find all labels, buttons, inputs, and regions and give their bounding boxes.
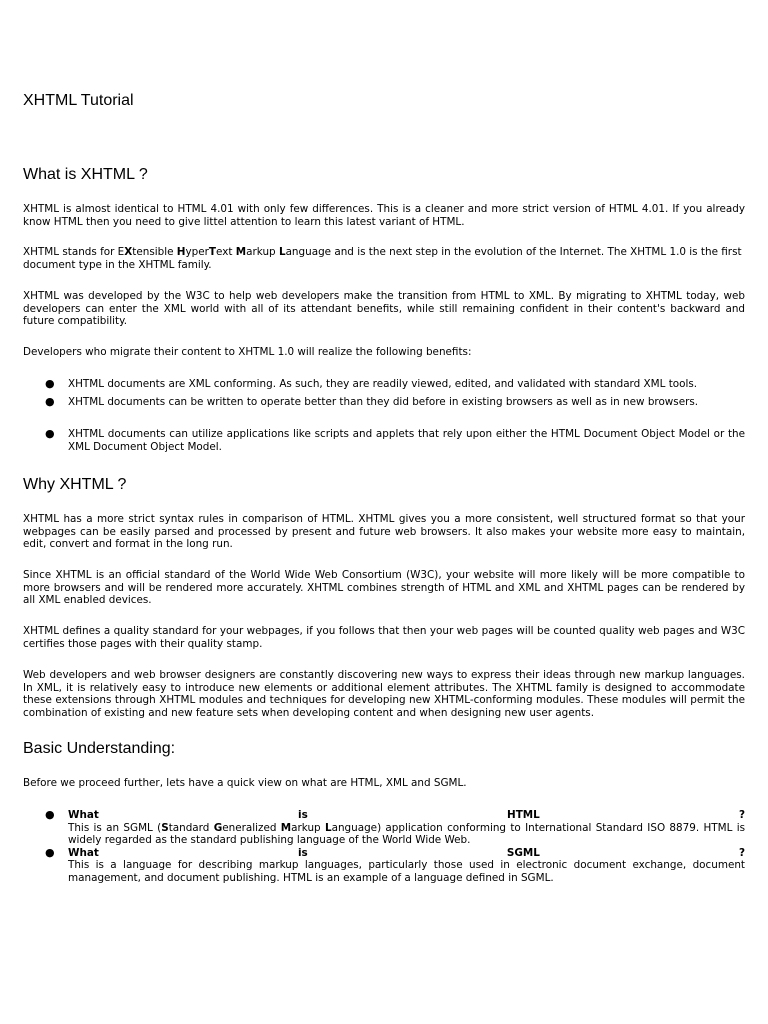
why-paragraph-4: Web developers and web browser designers are constantly discovering new ways to express their ideas through new markup languages. In XML, it is relatively easy to introduce new elements or additional element attributes. The XHTML family is designed to accommodate these extensions through XHTML modules and techniques for developing new XHTML-conforming modules. These modules will permit the combination of existing and new feature sets when developing content and when designing new user agents. <box>23 669 745 719</box>
heading-basic-understanding: Basic Understanding: <box>23 740 176 757</box>
definition-description: This is an SGML (Standard Generalized Markup Language) application conforming to International Standard ISO 8879. HTML is widely regarded as the standard publishing language of the World Wide Web. <box>68 821 746 847</box>
heading-what-is-xhtml: What is XHTML ? <box>23 166 148 183</box>
what-paragraph-3: XHTML was developed by the W3C to help web developers make the transition from HTML to XML. By migrating to XHTML today, web developers can enter the XML world with all of its attendant benefits, while still remaining confident in their content's backward and future compatibility. <box>23 290 745 328</box>
page-title: XHTML Tutorial <box>23 92 134 109</box>
bullet-icon: ● <box>45 394 55 408</box>
list-item: ● XHTML documents are XML conforming. As such, they are readily viewed, edited, and validated with standard XML tools. <box>45 377 698 390</box>
bullet-icon: ● <box>45 808 55 821</box>
bullet-icon: ● <box>45 377 55 390</box>
what-paragraph-2: XHTML stands for EXtensible HyperText Markup Language and is the next step in the evolution of the Internet. The XHTML 1.0 is the first document type in the XHTML family. <box>23 246 742 271</box>
what-paragraph-1: XHTML is almost identical to HTML 4.01 with only few differences. This is a cleaner and more strict version of HTML 4.01. If you already know HTML then you need to give littel attention to learn this latest variant of HTML. <box>23 203 745 228</box>
definition-description: This is a language for describing markup languages, particularly those used in electronic document exchange, document management, and document publishing. HTML is an example of a language defined in SGML. <box>68 859 745 884</box>
bullet-icon: ● <box>45 845 55 859</box>
what-paragraph-4: Developers who migrate their content to XHTML 1.0 will realize the following benefits: <box>23 346 472 358</box>
why-paragraph-1: XHTML has a more strict syntax rules in comparison of HTML. XHTML gives you a more consistent, well structured format so that your webpages can be easily parsed and processed by present and future web browsers. It also makes your website more easy to maintain, edit, convert and format in the long run. <box>23 513 745 551</box>
bullet-icon: ● <box>45 427 55 441</box>
definition-question: What is HTML ? <box>68 809 745 821</box>
basic-paragraph-1: Before we proceed further, lets have a quick view on what are HTML, XML and SGML. <box>23 777 467 789</box>
list-item: ● XHTML documents can be written to operate better than they did before in existing browsers as well as in new browsers. <box>45 394 699 408</box>
list-item <box>23 847 745 885</box>
definitions-list <box>23 809 745 885</box>
why-paragraph-2: Since XHTML is an official standard of the World Wide Web Consortium (W3C), your website will more likely will be more compatible to more browsers and will be rendered more accurately. XHTML combines strength of HTML and XML and XHTML pages can be rendered by all XML enabled devices. <box>23 569 745 607</box>
why-paragraph-3: XHTML defines a quality standard for your webpages, if you follows that then your web pages will be counted quality web pages and W3C certifies those pages with their quality stamp. <box>23 625 745 650</box>
heading-why-xhtml: Why XHTML ? <box>23 476 127 493</box>
list-item: ● XHTML documents can utilize applications like scripts and applets that rely upon either the HTML Document Object Model or the XML Document Object Model. <box>45 427 745 453</box>
benefits-list <box>23 378 745 453</box>
definition-question: What is SGML ? <box>68 846 745 859</box>
list-item <box>23 809 745 847</box>
